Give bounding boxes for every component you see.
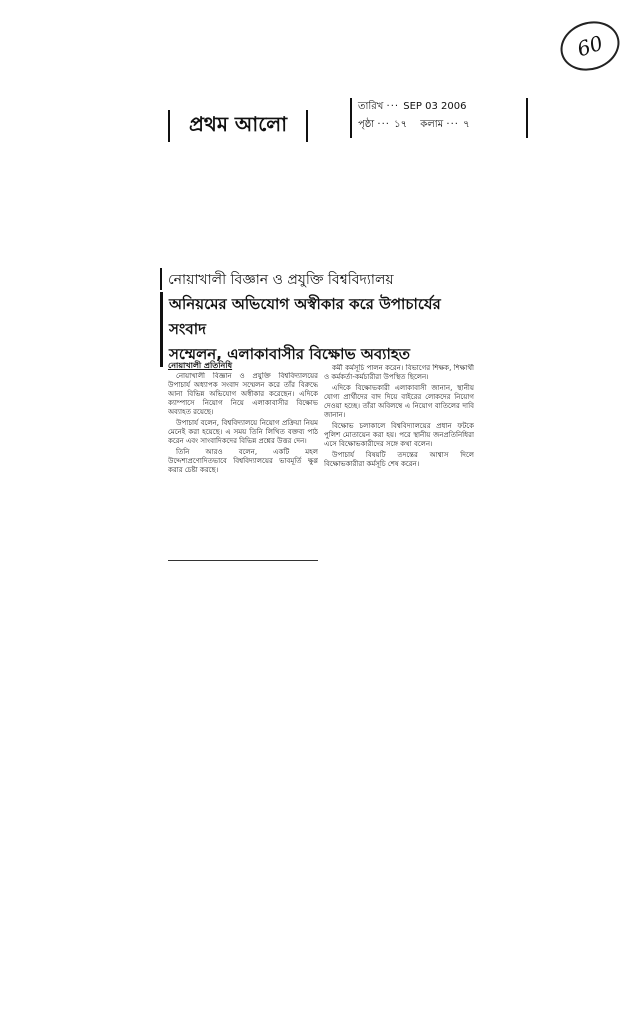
page-number-annotation bbox=[554, 14, 626, 78]
article-byline: নোয়াখালী প্রতিনিধি bbox=[168, 361, 233, 370]
column-end-rule bbox=[168, 560, 318, 561]
right-paragraph-4: উপাচার্য বিষয়টি তদন্তের আশ্বাস দিলে বিক্ষোভকারীরা কর্মসূচি শেষ করেন। bbox=[324, 451, 474, 468]
date-separator: ··· bbox=[386, 101, 404, 112]
headline-line-2: সম্মেলন, এলাকাবাসীর বিক্ষোভ অব্যাহত bbox=[169, 345, 411, 363]
article-column-left bbox=[168, 372, 318, 557]
article-column-right bbox=[324, 364, 474, 649]
column-value: ৭ bbox=[463, 119, 470, 130]
page-value: ১৭ bbox=[394, 119, 408, 130]
column-label: কলাম bbox=[420, 119, 444, 130]
left-paragraph-1: নোয়াখালী বিজ্ঞান ও প্রযুক্তি বিশ্ববিদ্যালয়ের উপাচার্য অধ্যাপক সংবাদ সম্মেলন করে তাঁর বিরুদ্ধে আনা বিভিন্ন অভিযোগ অস্বীকার করেছেন। এদিকে ক্যাম্পাসে নিয়োগ নিয়ে এলাকাবাসীর বিক্ষোভ অব্যাহত রয়েছে। bbox=[168, 372, 318, 416]
clip-info-box bbox=[350, 98, 528, 138]
right-paragraph-2: এদিকে বিক্ষোভকারী এলাকাবাসী জানান, স্থানীয় যোগ্য প্রার্থীদের বাদ দিয়ে বাইরের লোকদের নিয়োগ দেওয়া হচ্ছে। তাঁরা অবিলম্বে এ নিয়োগ বাতিলের দাবি জানান। bbox=[324, 384, 474, 419]
headline-line-1: অনিয়মের অভিযোগ অস্বীকার করে উপাচার্যের সংবাদ bbox=[169, 295, 441, 338]
page-separator: ··· bbox=[377, 119, 395, 130]
clip-date-row bbox=[358, 98, 526, 116]
news-article bbox=[160, 268, 480, 588]
right-paragraph-3: বিক্ষোভ চলাকালে বিশ্ববিদ্যালয়ের প্রধান ফটকে পুলিশ মোতায়েন করা হয়। পরে স্থানীয় জনপ্রতিনিধিরা এসে বিক্ষোভকারীদের সঙ্গে কথা বলেন। bbox=[324, 422, 474, 448]
newspaper-masthead bbox=[168, 110, 308, 142]
column-separator: ··· bbox=[446, 119, 464, 130]
right-paragraph-1: কর্মী কর্মসূচি পালন করেন। বিভাগের শিক্ষক, শিক্ষার্থী ও কর্মকর্তা-কর্মচারীরা উপস্থিত ছিলেন। bbox=[324, 364, 474, 381]
left-paragraph-3: তিনি আরও বলেন, একটি মহল উদ্দেশ্যপ্রণোদিতভাবে বিশ্ববিদ্যালয়ের ভাবমূর্তি ক্ষুণ্ণ করার চেষ্টা করছে। bbox=[168, 448, 318, 474]
clip-page-row bbox=[358, 116, 526, 134]
newspaper-name: প্রথম আলো bbox=[188, 111, 288, 136]
page-label: পৃষ্ঠা bbox=[358, 119, 375, 130]
article-kicker: নোয়াখালী বিজ্ঞান ও প্রযুক্তি বিশ্ববিদ্যালয় bbox=[160, 268, 470, 290]
date-label: তারিখ bbox=[358, 101, 384, 112]
article-headline bbox=[160, 292, 480, 367]
page-number-text: 60 bbox=[574, 30, 606, 62]
left-paragraph-2: উপাচার্য বলেন, বিশ্ববিদ্যালয়ে নিয়োগ প্রক্রিয়া নিয়ম মেনেই করা হয়েছে। এ সময় তিনি লিখিত বক্তব্য পাঠ করেন এবং সাংবাদিকদের বিভিন্ন প্রশ্নের উত্তর দেন। bbox=[168, 419, 318, 445]
date-value: SEP 03 2006 bbox=[403, 101, 467, 112]
